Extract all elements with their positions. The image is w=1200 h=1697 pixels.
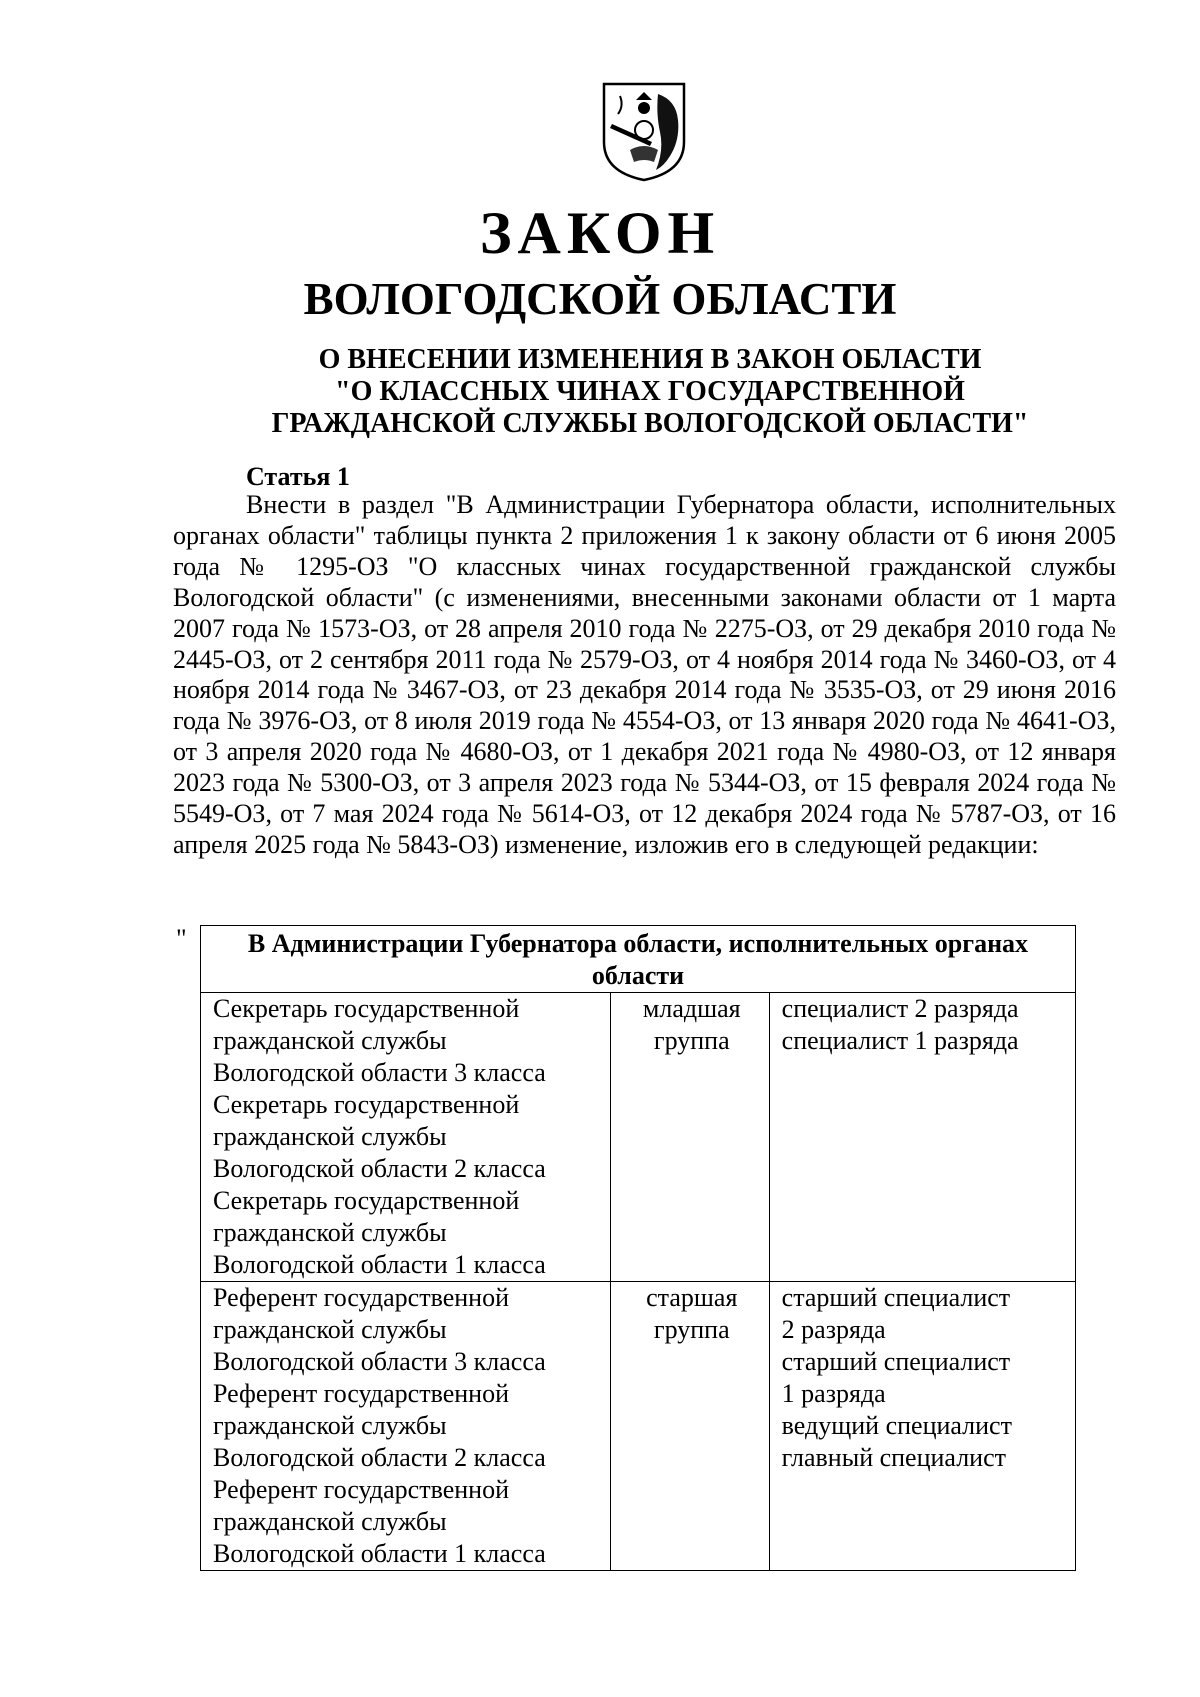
rank-line: гражданской службы [213,1122,447,1151]
rank-line: гражданской службы [213,1026,447,1055]
rank-line: Референт государственной [213,1475,509,1504]
rank-line: Вологодской области 1 класса [213,1250,546,1279]
position-line: 1 разряда [781,1379,886,1408]
table-row [201,1282,1076,1571]
group-line: младшая [642,994,741,1023]
law-region: ВОЛОГОДСКОЙ ОБЛАСТИ [303,274,897,324]
rank-cell [201,1282,611,1571]
position-line: 2 разряда [781,1315,886,1344]
article-text: Внести в раздел "В Администрации Губернатора области, исполнительных органах области" таблицы пункта 2 приложения 1 к закону области от 6 июня 2005 года № 1295-ОЗ "О классных чинах государственной гражданской службы Вологодской области" (с изменениями, внесенными законами области от 1 марта 2007 года № 1573-ОЗ, от 28 апреля 2010 года № 2275-ОЗ, от 29 декабря 2010 года № 2445-ОЗ, от 2 сентября 2011 года № 2579-ОЗ, от 4 ноября 2014 года № 3460-ОЗ, от 4 ноября 2014 года № 3467-ОЗ, от 23 декабря 2014 года № 3535-ОЗ, от 29 июня 2016 года № 3976-ОЗ, от 8 июля 2019 года № 4554-ОЗ, от 13 января 2020 года № 4641-ОЗ, от 3 апреля 2020 года № 4680-ОЗ, от 1 декабря 2021 года № 4980-ОЗ, от 12 января 2023 года № 5300-ОЗ, от 3 апреля 2023 года № 5344-ОЗ, от 15 февраля 2024 года № 5549-ОЗ, от 7 мая 2024 года № 5614-ОЗ, от 12 декабря 2024 года № 5787-ОЗ, от 16 апреля 2025 года № 5843-ОЗ) изменение, изложив его в следующей редакции: [173,490,1116,859]
position-line: главный специалист [781,1443,1006,1472]
table-row [201,993,1076,1282]
rank-line: Вологодской области 1 класса [213,1539,546,1568]
rank-line: гражданской службы [213,1507,447,1536]
ranks-table [200,925,1076,1571]
rank-cell [201,993,611,1282]
rank-line: Вологодской области 2 класса [213,1443,546,1472]
group-cell [610,1282,769,1571]
rank-line: Вологодской области 3 класса [213,1058,546,1087]
rank-line: Референт государственной [213,1379,509,1408]
heading-line: "О КЛАССНЫХ ЧИНАХ ГОСУДАРСТВЕННОЙ [335,376,965,407]
rank-line: Вологодской области 3 класса [213,1347,546,1376]
position-cell [769,1282,1075,1571]
rank-line: гражданской службы [213,1315,447,1344]
group-cell [610,993,769,1282]
group-line: группа [653,1026,730,1055]
group-line: старшая [646,1283,738,1312]
heading-line: О ВНЕСЕНИИ ИЗМЕНЕНИЯ В ЗАКОН ОБЛАСТИ [318,344,982,375]
rank-line: Секретарь государственной [213,1186,520,1215]
position-line: старший специалист [781,1347,1011,1376]
group-line: группа [653,1315,730,1344]
table-header: В Администрации Губернатора области, исполнительных органах области [201,926,1076,993]
rank-line: Секретарь государственной [213,1090,520,1119]
position-line: специалист 2 разряда [781,994,1019,1023]
position-line: ведущий специалист [781,1411,1012,1440]
rank-line: гражданской службы [213,1218,447,1247]
heading-line: ГРАЖДАНСКОЙ СЛУЖБЫ ВОЛОГОДСКОЙ ОБЛАСТИ" [271,408,1029,439]
rank-line: Референт государственной [213,1283,509,1312]
rank-line: Секретарь государственной [213,994,520,1023]
position-cell [769,993,1075,1282]
coat-of-arms-icon [600,80,688,184]
rank-line: Вологодской области 2 класса [213,1154,546,1183]
position-line: специалист 1 разряда [781,1026,1019,1055]
opening-quote: " [176,924,187,953]
law-heading [170,344,1130,440]
article-label: Статья 1 [246,462,350,491]
rank-line: гражданской службы [213,1411,447,1440]
position-line: старший специалист [781,1283,1011,1312]
law-title: ЗАКОН [479,200,721,266]
